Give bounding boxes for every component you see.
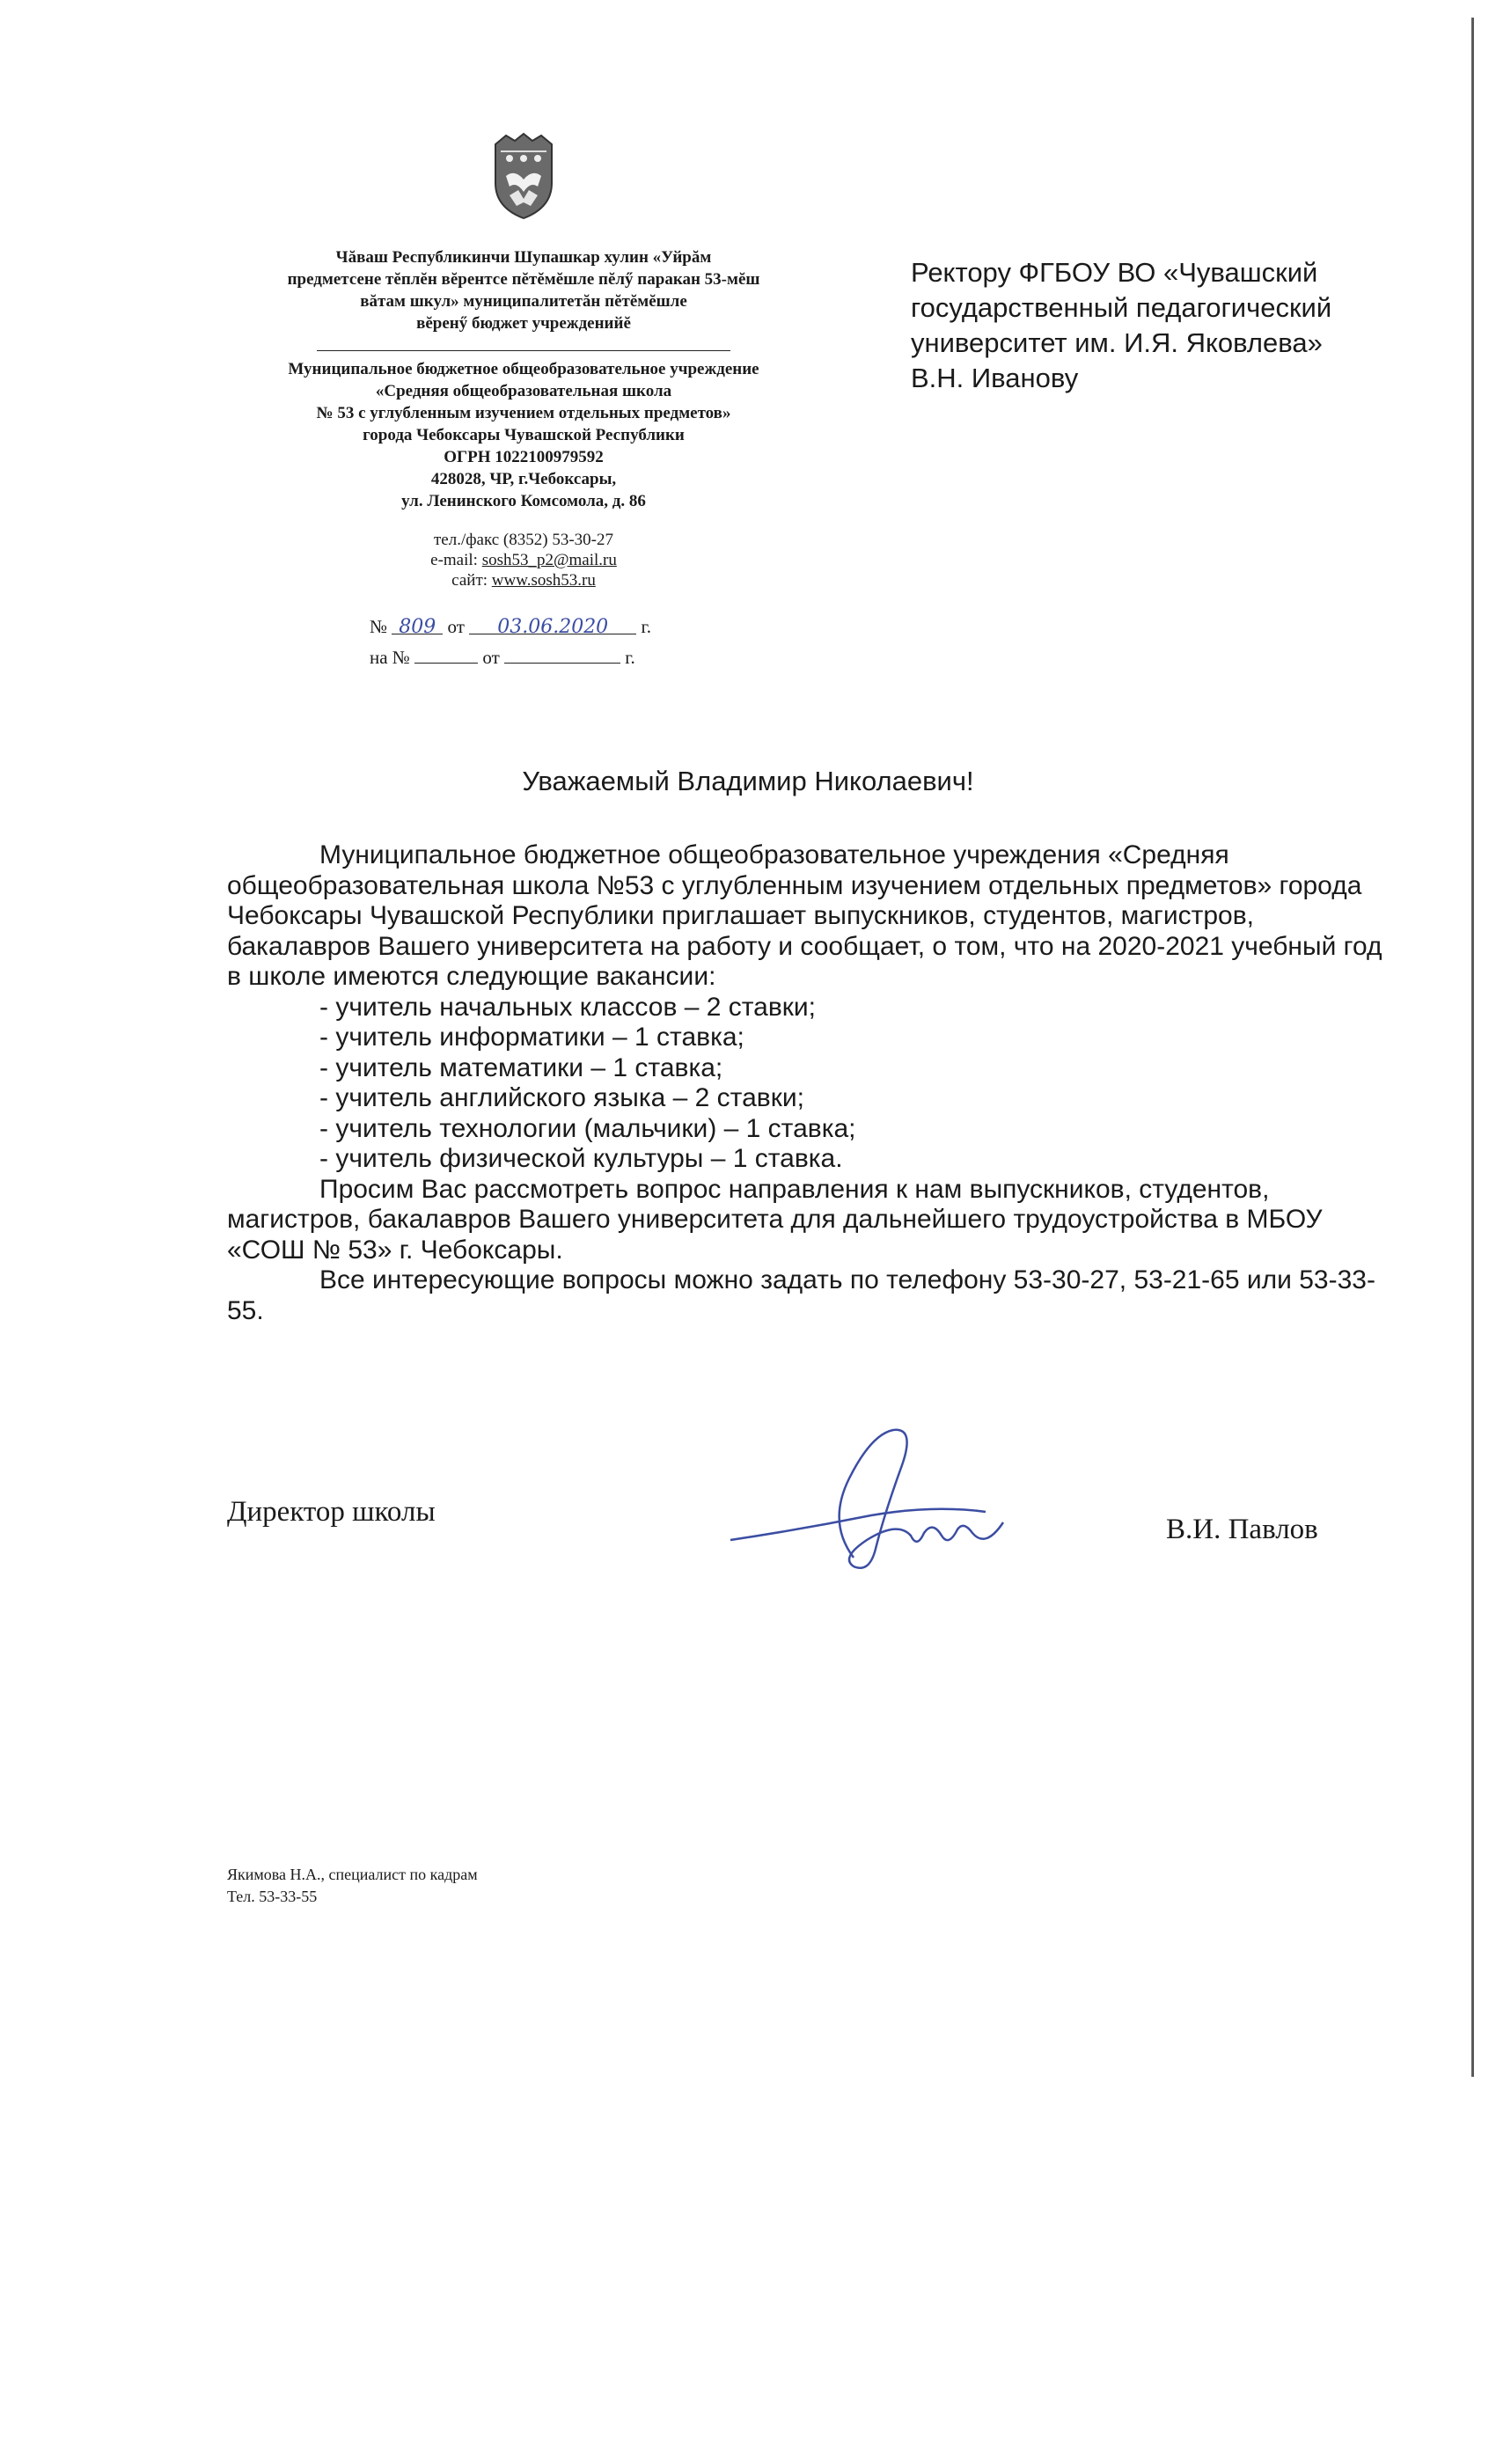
ref-no-label: на № <box>370 647 410 668</box>
signatory-name: В.И. Павлов <box>1166 1514 1318 1545</box>
vacancy-item: - учитель технологии (мальчики) – 1 ставка; <box>319 1113 856 1143</box>
chuvash-line: вăтам шкул» муниципалитетăн пĕтĕмĕшле <box>360 292 687 311</box>
reg-year-suffix: г. <box>641 616 651 637</box>
intro-paragraph: Муниципальное бюджетное общеобразовательное учреждения «Средняя общеобразовательная школа №53 с углубленным изучением отдельных предметов» города Чебоксары Чувашской Республики приглашает выпускников, студентов, магистров, бакалавров Вашего университета на работу и сообщает, о том, что на 2020-2021 учебный год в школе имеются следующие вакансии: <box>227 840 1382 991</box>
letterhead-russian-name <box>216 358 832 512</box>
site-link[interactable]: www.sosh53.ru <box>491 571 596 590</box>
executor-phone: Тел. 53-33-55 <box>227 1888 318 1905</box>
reg-from-label: от <box>447 616 465 637</box>
executor-footer <box>227 1864 478 1908</box>
vacancy-item: - учитель физической культуры – 1 ставка. <box>319 1144 843 1173</box>
letter-body <box>227 840 1389 1326</box>
reg-date-value: 03.06.2020 <box>497 616 609 638</box>
vacancy-list <box>227 993 1389 1175</box>
vacancy-item: - учитель начальных классов – 2 ставки; <box>319 992 817 1022</box>
contacts-paragraph: Все интересующие вопросы можно задать по телефону 53-30-27, 53-21-65 или 53-33-55. <box>227 1265 1375 1325</box>
chuvash-line: Чăваш Республикинчи Шупашкар хулин «Уйрăм <box>335 248 712 267</box>
page-edge-line <box>1471 18 1474 2077</box>
salutation: Уважаемый Владимир Николаевич! <box>522 766 974 796</box>
handwritten-signature <box>722 1417 1012 1584</box>
russian-line: «Средняя общеобразовательная школа <box>375 382 672 400</box>
address-line: 428028, ЧР, г.Чебоксары, <box>430 470 617 488</box>
city-coat-of-arms-icon <box>488 132 559 220</box>
letterhead-divider <box>317 350 730 351</box>
reg-no-value: 809 <box>399 616 436 638</box>
ref-year-suffix: г. <box>625 647 635 668</box>
russian-line: № 53 с углубленным изучением отдельных предметов» <box>316 404 731 422</box>
russian-line: Муниципальное бюджетное общеобразовательное учреждение <box>288 360 759 378</box>
addressee-line: университет им. И.Я. Яковлева» <box>911 327 1323 358</box>
addressee-line: Ректору ФГБОУ ВО «Чувашский <box>911 257 1318 288</box>
addressee-block <box>911 255 1439 396</box>
reg-date-field <box>469 616 636 638</box>
ogrn-line: ОГРН 1022100979592 <box>444 448 604 466</box>
ref-no-field <box>414 645 478 664</box>
chuvash-line: предметсене тĕплĕн вĕрентсе пĕтĕмĕшле пĕлӳ паракан 53-мĕш <box>287 270 760 289</box>
ref-from-label: от <box>482 647 500 668</box>
addressee-name: В.Н. Иванову <box>911 363 1079 393</box>
reg-no-field <box>392 616 443 638</box>
letterhead-chuvash-name <box>216 246 832 334</box>
vacancy-item: - учитель информатики – 1 ставка; <box>319 1023 744 1052</box>
addressee-line: государственный педагогический <box>911 292 1332 323</box>
outgoing-number-line <box>370 616 651 638</box>
chuvash-line: вĕренӳ бюджет учрежденийĕ <box>416 314 631 333</box>
site-line <box>216 570 832 590</box>
email-link[interactable]: sosh53_p2@mail.ru <box>481 551 617 569</box>
phone-fax: тел./факс (8352) 53-30-27 <box>434 531 613 549</box>
vacancy-item: - учитель английского языка – 2 ставки; <box>319 1083 804 1112</box>
signatory-title: Директор школы <box>227 1496 436 1528</box>
ref-date-field <box>504 645 620 664</box>
executor-name: Якимова Н.А., специалист по кадрам <box>227 1866 478 1883</box>
request-paragraph: Просим Вас рассмотреть вопрос направления к нам выпускников, студентов, магистров, бакалавров Вашего университета для дальнейшего трудоустройства в МБОУ «СОШ № 53» г. Чебоксары. <box>227 1174 1323 1265</box>
letterhead <box>216 132 832 590</box>
reg-no-label: № <box>370 616 388 637</box>
reference-number-line <box>370 645 635 669</box>
email-label: e-mail: <box>430 551 482 569</box>
russian-line: города Чебоксары Чувашской Республики <box>363 426 685 444</box>
address-line: ул. Ленинского Комсомола, д. 86 <box>401 492 646 510</box>
letterhead-contacts <box>216 530 832 590</box>
vacancy-item: - учитель математики – 1 ставка; <box>319 1052 723 1082</box>
email-line <box>216 550 832 570</box>
site-label: сайт: <box>451 571 492 590</box>
